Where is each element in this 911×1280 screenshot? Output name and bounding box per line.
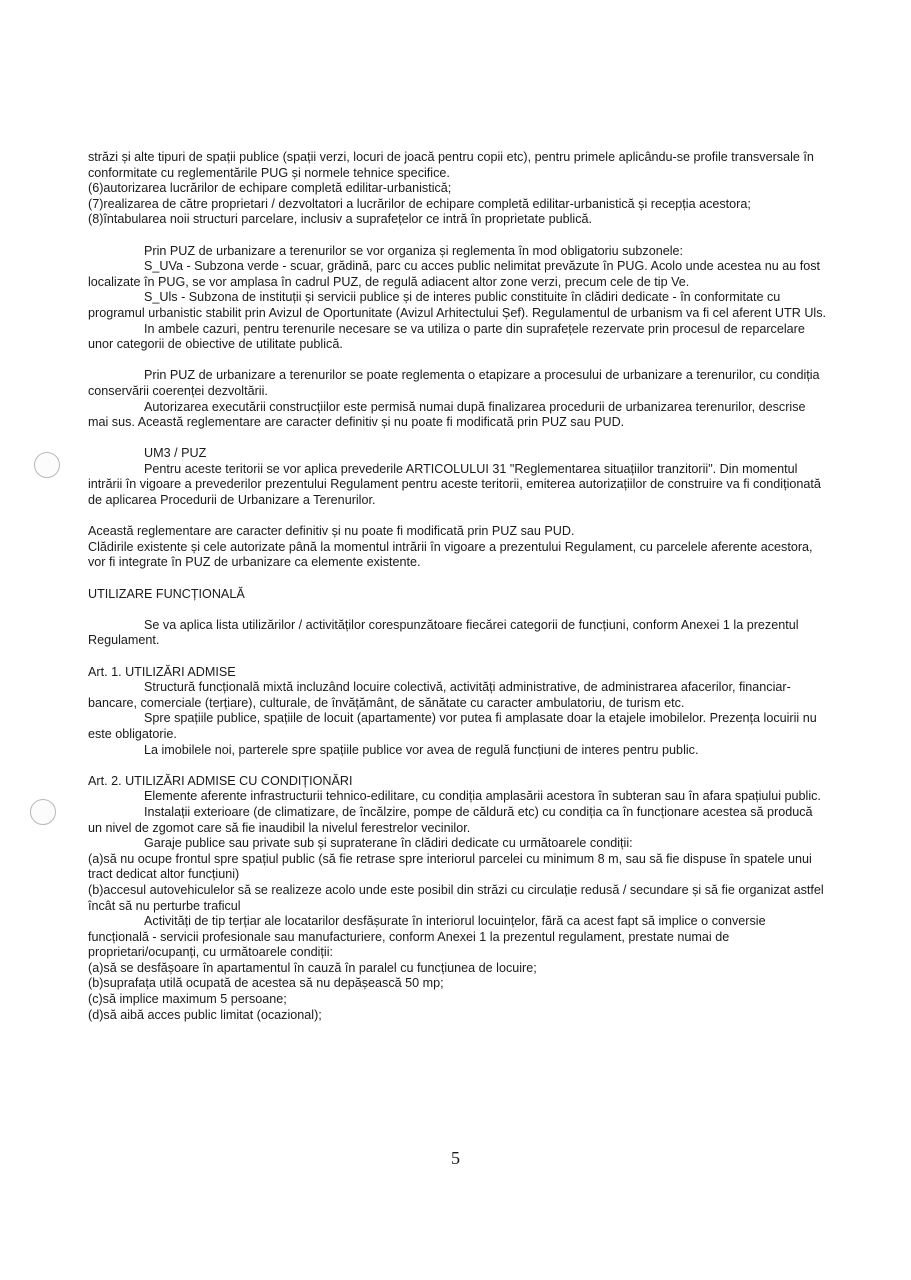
section-heading: Art. 1. UTILIZĂRI ADMISE: [88, 664, 236, 679]
paragraph: In ambele cazuri, pentru terenurile necesare se va utiliza o parte din suprafețele rezervate prin procesul de reparcelare unor categorii de obiective de utilitate publică.: [88, 321, 805, 352]
paragraph: (c)să implice maximum 5 persoane;: [88, 992, 287, 1007]
paragraph: UM3 / PUZ: [144, 446, 207, 461]
paragraph: Prin PUZ de urbanizare a terenurilor se poate reglementa o etapizare a procesului de urbanizare a terenurilor, cu condiția conservării coerenței dezvoltării.: [88, 368, 820, 398]
paragraph-spacer: [88, 228, 828, 244]
paragraph: Instalații exterioare (de climatizare, de încălzire, pompe de căldură etc) cu condiția ca în funcționare acestea să producă un nivel de zgomot care să fie inaudibil la nivelul ferestrelor vecinilor.: [88, 804, 813, 835]
punch-hole-top: [34, 452, 60, 478]
paragraph: S_Uls - Subzona de instituții și servicii publice și de interes public constituite în clădiri dedicate - în conformitate cu programul urbanistic stabilit prin Avizul de Oportunitate (Avizul Arhitectului Șef). Regulamentul de urbanism va fi cel aferent UTR Uls.: [88, 290, 827, 320]
paragraph: Prin PUZ de urbanizare a terenurilor se vor organiza și reglementa în mod obligatoriu subzonele:: [144, 243, 684, 258]
paragraph: (a)să nu ocupe frontul spre spațiul public (să fie retrase spre interiorul parcelei cu minimum 8 m, sau să fie dispuse în spatele unui tract dedicat altor funcțiuni): [88, 851, 812, 882]
paragraph-spacer: [88, 602, 828, 618]
paragraph: Autorizarea executării construcțiilor este permisă numai după finalizarea procedurii de urbanizarea terenurilor, descrise mai sus. Această reglementare are caracter definitiv și nu poate fi modificată prin PUZ sau PUD.: [88, 399, 806, 430]
paragraph: (d)să aibă acces public limitat (ocazional);: [88, 1007, 322, 1022]
paragraph: (7)realizarea de către proprietari / dezvoltatori a lucrărilor de echipare completă edilitar-urbanistică și recepția acestora;: [88, 196, 751, 211]
paragraph-spacer: [88, 509, 828, 525]
paragraph: (b)suprafața utilă ocupată de acestea să nu depășească 50 mp;: [88, 976, 444, 991]
paragraph: Clădirile existente și cele autorizate până la momentul intrării în vigoare a prezentului Regulament, cu parcelele aferente acestora, vor fi integrate în PUZ de urbanizare ca elemente existente.: [88, 539, 813, 570]
paragraph: străzi și alte tipuri de spații publice (spații verzi, locuri de joacă pentru copii etc), pentru primele aplicându-se profile transversale în conformitate cu reglementările PUG și normele tehnice specifice.: [88, 150, 814, 180]
paragraph: (a)să se desfășoare în apartamentul în cauză în paralel cu funcțiunea de locuire;: [88, 960, 537, 975]
page-number: 5: [451, 1148, 460, 1168]
paragraph: Se va aplica lista utilizărilor / activităților corespunzătoare fiecărei categorii de funcțiuni, conform Anexei 1 la prezentul Regulament.: [88, 617, 799, 648]
section-heading: Art. 2. UTILIZĂRI ADMISE CU CONDIȚIONĂRI: [88, 773, 353, 788]
paragraph-spacer: [88, 431, 828, 447]
paragraph: Spre spațiile publice, spațiile de locuit (apartamente) vor putea fi amplasate doar la etajele imobilelor. Prezența locuirii nu este obligatorie.: [88, 711, 817, 741]
paragraph: (8)întabularea noii structuri parcelare, inclusiv a suprafețelor ce intră în proprietate publică.: [88, 212, 593, 227]
paragraph-spacer: [88, 571, 828, 587]
paragraph: Structură funcțională mixtă incluzând locuire colectivă, activități administrative, de administrarea afacerilor, financiar-bancare, comerciale (terțiare), culturale, de învățământ, de sănătate cu caracter ambulatoriu, de turism etc.: [88, 680, 791, 710]
paragraph-spacer: [88, 758, 828, 774]
paragraph-spacer: [88, 353, 828, 369]
paragraph: Pentru aceste teritorii se vor aplica prevederile ARTICOLULUI 31 "Reglementarea situațiilor tranzitorii". Din momentul intrării în vigoare a prevederilor prezentului Regulament pentru aceste teritorii, emiterea autorizațiilor de construire va fi condiționată de aplicarea Procedurii de Urbanizare a Terenurilor.: [88, 461, 821, 508]
paragraph: Activități de tip terțiar ale locatarilor desfășurate în interiorul locuințelor, fără ca acest fapt să implice o conversie funcțională - servicii profesionale sau manufacturiere, conform Anexei 1 la prezentul regulament, prestate numai de proprietari/ocupanți, cu următoarele condiții:: [88, 914, 766, 960]
punch-hole-bottom: [30, 799, 56, 825]
paragraph: Garaje publice sau private sub și supraterane în clădiri dedicate cu următoarele condiții:: [144, 836, 633, 851]
paragraph: (b)accesul autovehiculelor să se realizeze acolo unde este posibil din străzi cu circulație redusă / secundare și să fie organizat astfel încât să nu perturbe traficul: [88, 882, 824, 913]
paragraph: Această reglementare are caracter definitiv și nu poate fi modificată prin PUZ sau PUD.: [88, 524, 575, 539]
paragraph-spacer: [88, 649, 828, 665]
paragraph: La imobilele noi, parterele spre spațiile publice vor avea de regulă funcțiuni de interes pentru public.: [144, 742, 699, 757]
section-heading: UTILIZARE FUNCȚIONALĂ: [88, 586, 245, 601]
body-text: [88, 150, 828, 1023]
paragraph: S_UVa - Subzona verde - scuar, grădină, parc cu acces public nelimitat prevăzute în PUG. Acolo unde acestea nu au fost localizate în PUG, se vor amplasa în cadrul PUZ, de regulă adiacent altor zone verzi, precum cele de tip Ve.: [88, 259, 821, 289]
paragraph: (6)autorizarea lucrărilor de echipare completă edilitar-urbanistică;: [88, 181, 452, 196]
paragraph: Elemente aferente infrastructurii tehnico-edilitare, cu condiția amplasării acestora în subteran sau în afara spațiului public.: [144, 789, 821, 804]
